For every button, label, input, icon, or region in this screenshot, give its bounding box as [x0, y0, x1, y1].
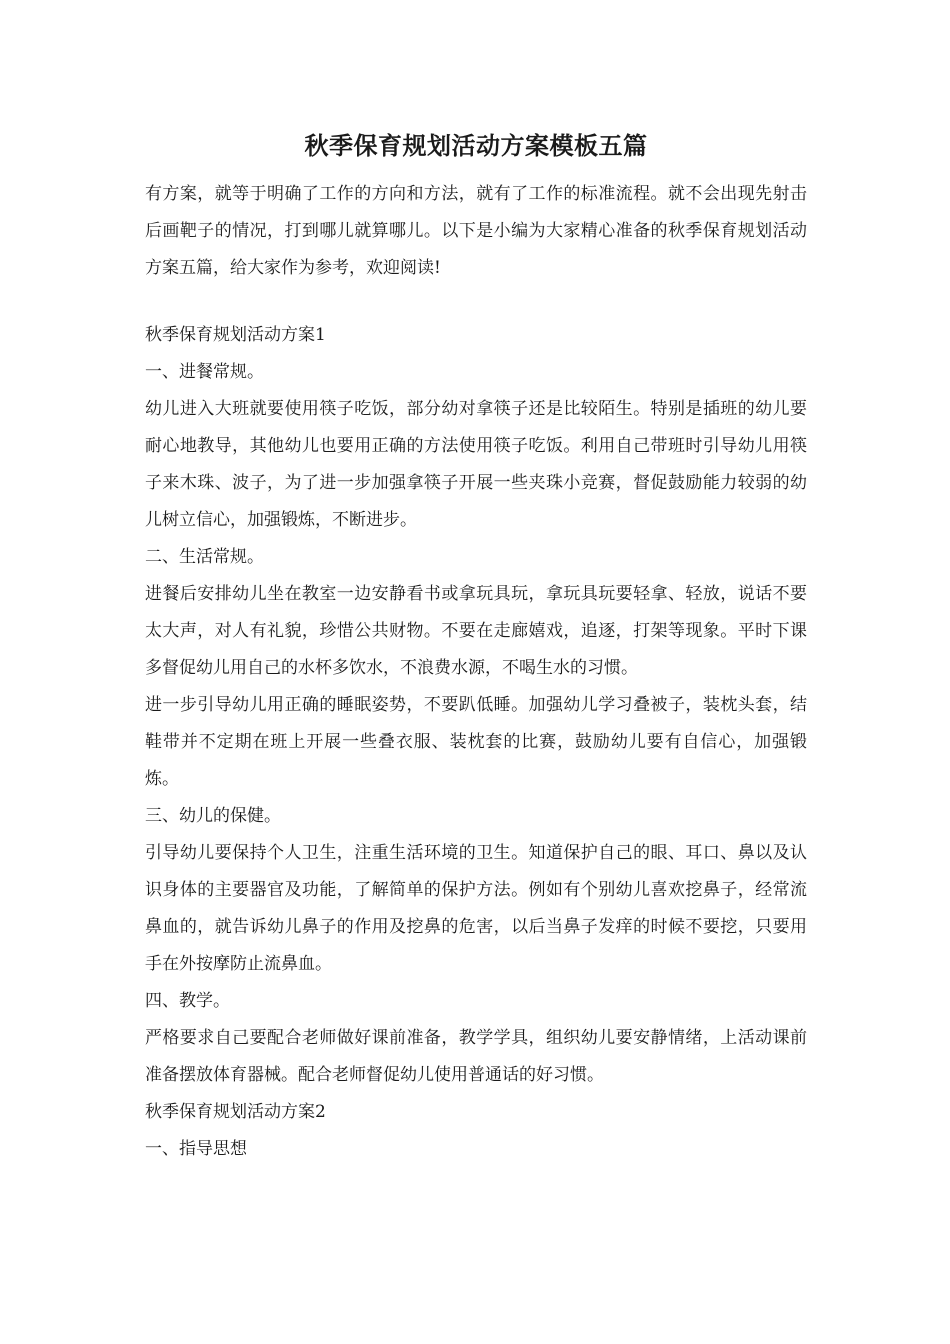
body-paragraph: 严格要求自己要配合老师做好课前准备，教学学具，组织幼儿要安静情绪，上活动课前准备摆放体育器械。配合老师督促幼儿使用普通话的好习惯。: [145, 1028, 807, 1085]
body-paragraph: 引导幼儿要保持个人卫生，注重生活环境的卫生。知道保护自己的眼、耳口、鼻以及认识身体的主要器官及功能，了解简单的保护方法。例如有个别幼儿喜欢挖鼻子，经常流鼻血的，就告诉幼儿鼻子的作用及挖鼻的危害，以后当鼻子发痒的时候不要挖，只要用手在外按摩防止流鼻血。: [145, 843, 807, 974]
section-heading: 二、生活常规。: [145, 547, 264, 567]
section-heading: 秋季保育规划活动方案2: [145, 1102, 326, 1122]
body-paragraph: 进一步引导幼儿用正确的睡眠姿势，不要趴低睡。加强幼儿学习叠被子，装枕头套，结鞋带并不定期在班上开展一些叠衣服、装枕套的比赛，鼓励幼儿要有自信心，加强锻炼。: [145, 695, 807, 789]
section-heading: 四、教学。: [145, 991, 230, 1011]
intro-paragraph: 有方案，就等于明确了工作的方向和方法，就有了工作的标准流程。就不会出现先射击后画靶子的情况，打到哪儿就算哪儿。以下是小编为大家精心准备的秋季保育规划活动方案五篇，给大家作为参考，欢迎阅读!: [145, 184, 807, 278]
section-spacer: [145, 287, 807, 317]
document-body: [145, 317, 807, 1168]
section-heading: 一、指导思想: [145, 1139, 247, 1159]
section-heading: 秋季保育规划活动方案1: [145, 325, 326, 345]
document-page: [145, 128, 807, 1168]
body-paragraph: 幼儿进入大班就要使用筷子吃饭，部分幼对拿筷子还是比较陌生。特别是插班的幼儿要耐心地教导，其他幼儿也要用正确的方法使用筷子吃饭。利用自己带班时引导幼儿用筷子来木珠、波子，为了进一步加强拿筷子开展一些夹珠小竞赛，督促鼓励能力较弱的幼儿树立信心，加强锻炼，不断进步。: [145, 399, 807, 530]
section-heading: 一、进餐常规。: [145, 362, 264, 382]
body-paragraph: 进餐后安排幼儿坐在教室一边安静看书或拿玩具玩，拿玩具玩要轻拿、轻放，说话不要太大声，对人有礼貌，珍惜公共财物。不要在走廊嬉戏，追逐，打架等现象。平时下课多督促幼儿用自己的水杯多饮水，不浪费水源，不喝生水的习惯。: [145, 584, 807, 678]
document-title: 秋季保育规划活动方案模板五篇: [304, 131, 648, 160]
section-heading: 三、幼儿的保健。: [145, 806, 281, 826]
